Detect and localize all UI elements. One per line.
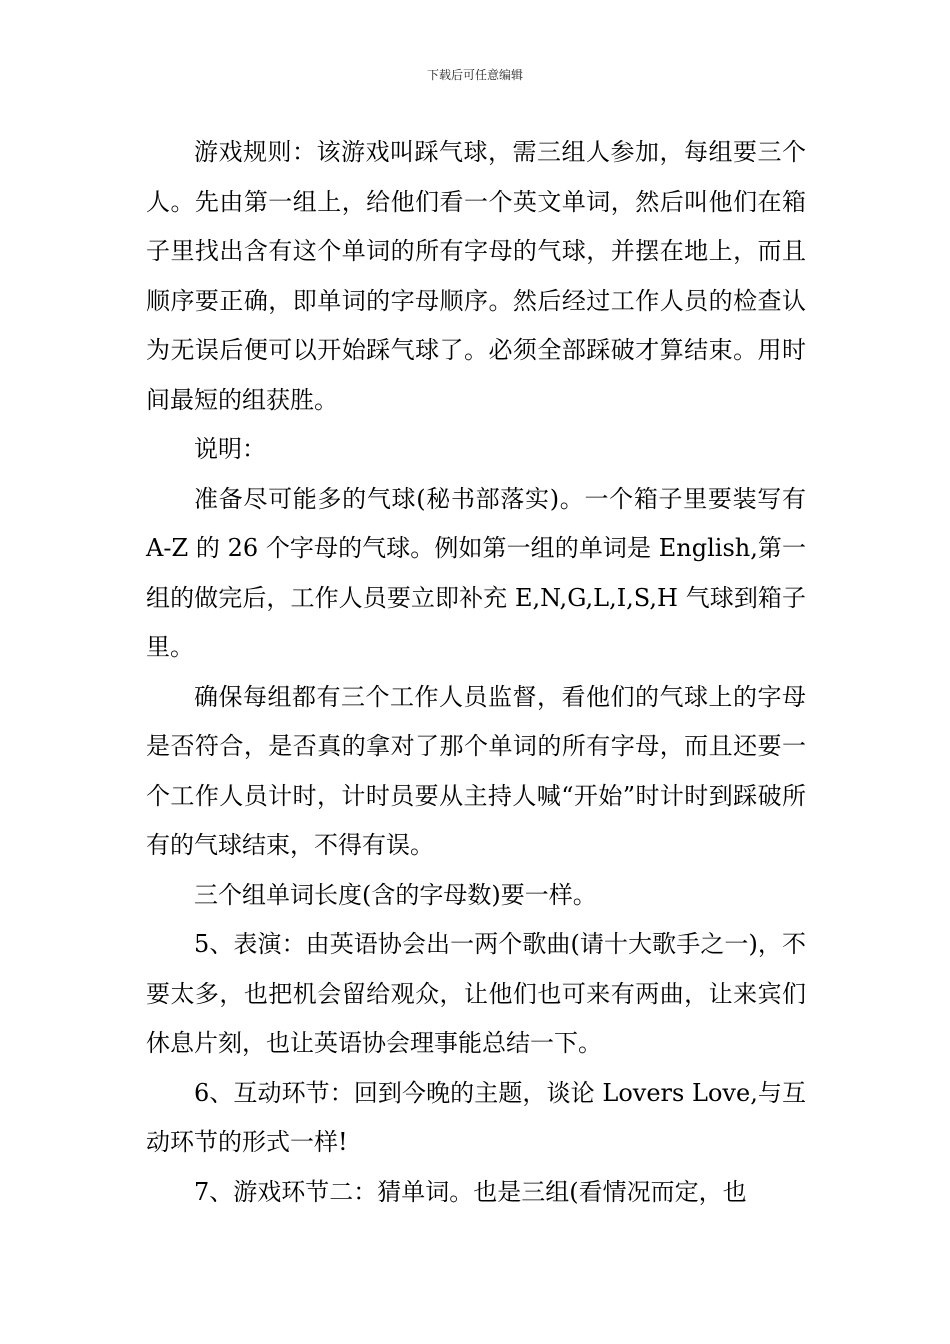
paragraph-game-rules: 游戏规则：该游戏叫踩气球，需三组人参加，每组要三个人。先由第一组上，给他们看一个英文单词，然后叫他们在箱子里找出含有这个单词的所有字母的气球，并摆在地上，而且顺序要正确，即单词的字母顺序。然后经过工作人员的检查认为无误后便可以开始踩气球了。必须全部踩破才算结束。用时间最短的组获胜。 <box>146 138 806 414</box>
paragraph-interaction: 6、互动环节：回到今晚的主题，谈论 Lovers Love,与互动环节的形式一样! <box>146 1078 806 1156</box>
paragraph-balloon-prep: 准备尽可能多的气球(秘书部落实)。一个箱子里要装写有 A-Z 的 26 个字母的气球。例如第一组的单词是 English,第一组的做完后，工作人员要立即补充 E,N,G,L,I,S,H 气球到箱子里。 <box>146 484 806 661</box>
paragraph-game-two: 7、游戏环节二：猜单词。也是三组(看情况而定，也 <box>194 1177 747 1206</box>
paragraph-supervision: 确保每组都有三个工作人员监督，看他们的气球上的字母是否符合，是否真的拿对了那个单词的所有字母，而且还要一个工作人员计时，计时员要从主持人喊“开始”时计时到踩破所有的气球结束，不得有误。 <box>146 682 806 859</box>
paragraph-performance: 5、表演：由英语协会出一两个歌曲(请十大歌手之一)，不要太多，也把机会留给观众，让他们也可来有两曲，让来宾们休息片刻，也让英语协会理事能总结一下。 <box>146 930 806 1057</box>
document-body <box>146 128 806 1217</box>
paragraph-note-heading: 说明： <box>194 435 266 463</box>
page-header: 下载后可任意编辑 <box>426 68 523 82</box>
paragraph-word-length: 三个组单词长度(含的字母数)要一样。 <box>194 880 597 909</box>
